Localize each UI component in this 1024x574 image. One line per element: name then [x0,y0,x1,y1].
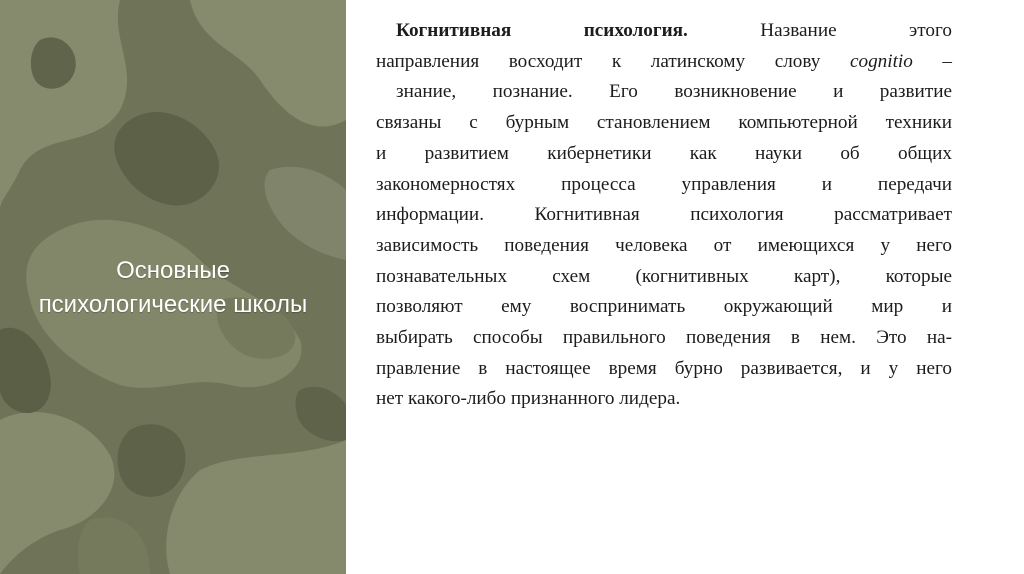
section-title-line-1: Основные [116,257,230,284]
paragraph-line [376,231,952,262]
term-word-2: психология. [583,20,688,41]
paragraph-line [376,108,952,139]
line-text: правление в настоящее время бурно развивается, и у него [376,357,952,379]
paragraph-line [376,170,952,201]
line-text: и развитием кибернетики как науки об общих [376,142,952,164]
paragraph-line [376,139,952,170]
camouflage-side-panel [0,0,346,574]
body-paragraph [376,16,952,415]
slide-section-title [0,254,346,322]
line-text: знание, познание. Его возникновение и развитие [396,81,952,103]
line-text: познавательных схем (когнитивных карт), которые [376,265,952,287]
line-text: закономерностях процесса управления и передачи [376,173,952,195]
paragraph-line [376,292,952,323]
line-text: нет какого-либо признанного лидера. [376,388,681,410]
line-text: зависимость поведения человека от имеющихся у него [376,234,952,256]
section-title-line-2: психологические школы [38,291,308,318]
line-text: связаны с бурным становлением компьютерной техники [376,112,952,134]
paragraph-line [376,47,952,78]
paragraph-line [376,323,952,354]
paragraph-line [376,354,952,385]
term-word-1: Когнитивная [396,20,512,41]
latin-word: cognitio [849,50,913,72]
paragraph-line [376,200,952,231]
line-text: – [912,50,953,72]
paragraph-line [376,262,952,293]
content-panel [346,0,1024,574]
line-text: позволяют ему воспринимать окружающий мир и [376,296,952,318]
paragraph-line [376,16,952,47]
line-text: выбирать способы правильного поведения в нем. Это на- [376,327,952,349]
paragraph-line [376,384,952,415]
space [511,20,583,41]
line-text: информации. Когнитивная психология рассматривает [376,204,952,226]
paragraph-line [376,77,952,108]
line-text: направления восходит к латинскому слову [376,50,850,72]
line-text: Название этого [687,20,953,41]
